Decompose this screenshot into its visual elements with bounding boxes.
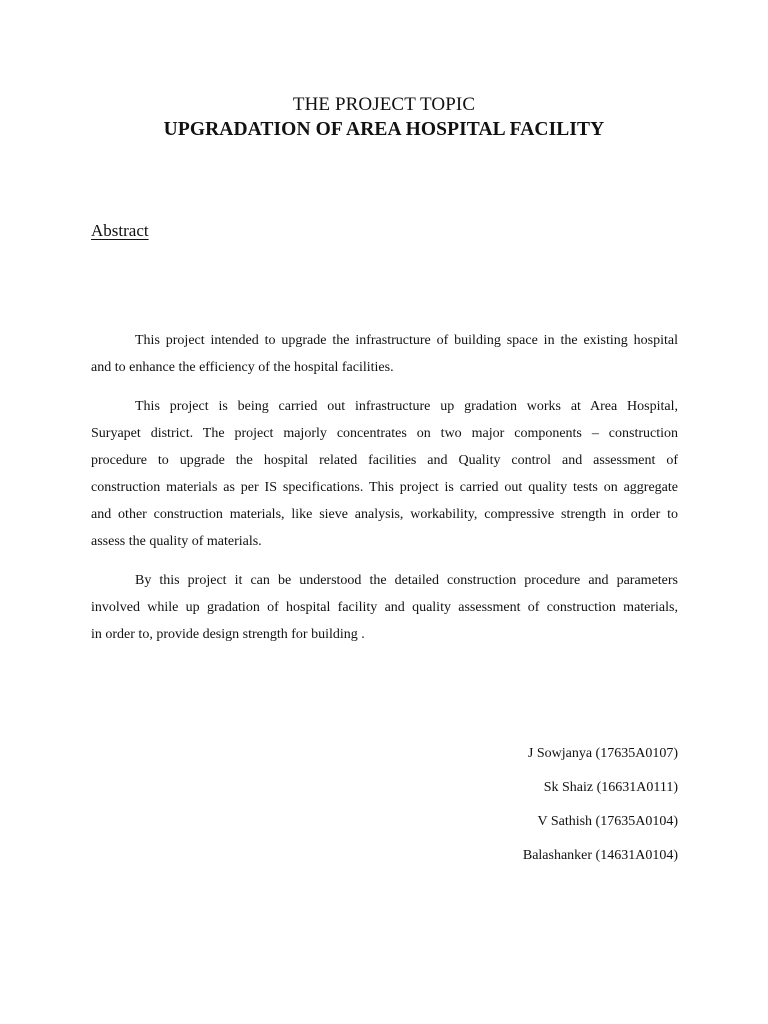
paragraph-2-line-4: construction materials as per IS specifications. This project is carried out quality tests on aggregate xyxy=(91,480,678,495)
paragraph-3-line-3: in order to, provide design strength for building . xyxy=(91,627,365,642)
paragraph-2-line-6: assess the quality of materials. xyxy=(91,534,262,549)
paragraph-2-line-2: Suryapet district. The project majorly concentrates on two major components – construction xyxy=(91,426,678,441)
author-4: Balashanker (14631A0104) xyxy=(522,848,678,863)
author-2: Sk Shaiz (16631A0111) xyxy=(543,780,678,795)
topic-label: THE PROJECT TOPIC xyxy=(292,94,476,115)
project-title: UPGRADATION OF AREA HOSPITAL FACILITY xyxy=(163,119,605,140)
paragraph-1-line-2: and to enhance the efficiency of the hospital facilities. xyxy=(91,360,394,375)
author-3: V Sathish (17635A0104) xyxy=(537,814,678,829)
author-1: J Sowjanya (17635A0107) xyxy=(527,746,678,761)
paragraph-2-line-3: procedure to upgrade the hospital related facilities and Quality control and assessment of xyxy=(91,453,678,468)
paragraph-3-line-2: involved while up gradation of hospital facility and quality assessment of construction materials, xyxy=(91,600,678,615)
paragraph-1-line-1: This project intended to upgrade the infrastructure of building space in the existing hospital xyxy=(135,333,678,348)
paragraph-3-line-1: By this project it can be understood the detailed construction procedure and parameters xyxy=(135,573,678,588)
paragraph-2-line-1: This project is being carried out infrastructure up gradation works at Area Hospital, xyxy=(135,399,678,414)
abstract-heading: Abstract xyxy=(91,221,149,240)
paragraph-2-line-5: and other construction materials, like sieve analysis, workability, compressive strength in order to xyxy=(91,507,678,522)
